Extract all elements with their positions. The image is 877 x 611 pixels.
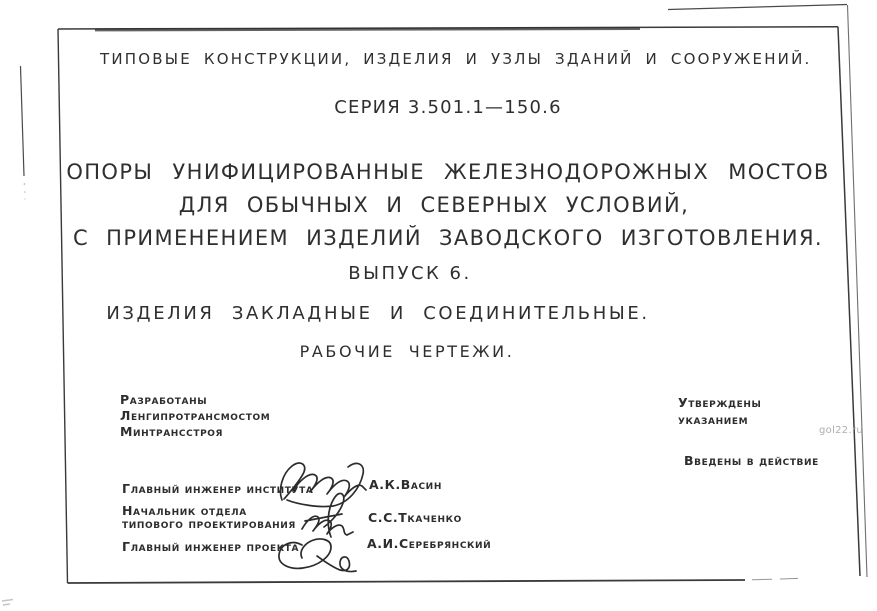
binding-edge-line: [21, 66, 25, 176]
signer-name-serebryanskiy: А.И.Серебрянский: [367, 536, 492, 551]
subtitle-drawings: РАБОЧИЕ ЧЕРТЕЖИ.: [299, 342, 515, 361]
title-line-2: ДЛЯ ОБЫЧНЫХ И СЕВЕРНЫХ УСЛОВИЙ,: [178, 193, 690, 217]
scan-artifact-mark: [2, 600, 13, 606]
frame-top-smudge: [95, 29, 640, 30]
issue-number: ВЫПУСК 6.: [348, 263, 472, 284]
developed-by-org-2: Минтрансстроя: [120, 424, 224, 439]
binding-edge-dot: [24, 198, 25, 199]
signer-name-vasin: А.К.Васин: [369, 477, 442, 492]
signer-name-tkachenko: С.С.Ткаченко: [368, 510, 462, 525]
document-category-line: ТИПОВЫЕ КОНСТРУКЦИИ, ИЗДЕЛИЯ И УЗЛЫ ЗДАНИЙ И СООРУЖЕНИЙ.: [100, 50, 812, 68]
frame-bottom-faint-dashes: [752, 578, 798, 579]
developed-by-label: Разработаны: [120, 392, 208, 407]
subtitle-products: ИЗДЕЛИЯ ЗАКЛАДНЫЕ И СОЕДИНИТЕЛЬНЫЕ.: [106, 303, 650, 324]
approved-by-means: указанием: [678, 412, 749, 427]
signer-role-chief-project-engineer: Главный инженер проекта: [122, 539, 300, 554]
site-watermark: gol22.ru: [819, 425, 863, 436]
developed-by-block: [120, 392, 270, 440]
binding-edge-dot: [24, 191, 26, 193]
binding-edge-dot: [24, 183, 26, 185]
developed-by-org-1: Ленгипротрансмостом: [120, 408, 271, 423]
title-line-1: ОПОРЫ УНИФИЦИРОВАННЫЕ ЖЕЛЕЗНОДОРОЖНЫХ МОСТОВ: [66, 160, 830, 184]
signer-role-department-head-line2: типового проектирования: [122, 516, 296, 531]
title-line-3: С ПРИМЕНЕНИЕМ ИЗДЕЛИЙ ЗАВОДСКОГО ИЗГОТОВЛЕНИЯ.: [72, 226, 824, 250]
sheet-edge-top-line: [668, 5, 847, 10]
series-number: СЕРИЯ 3.501.1—150.6: [334, 97, 562, 118]
approved-label: Утверждены: [678, 395, 762, 410]
frame-right-line: [838, 27, 860, 576]
signer-role-department-head: Начальник отдела: [122, 503, 247, 518]
frame-bottom-line: [68, 580, 746, 583]
approved-by-block: [678, 394, 761, 428]
effective-date-label: Введены в действие: [684, 453, 819, 468]
signer-role-chief-institute-engineer: Главный инженер института: [122, 481, 314, 496]
